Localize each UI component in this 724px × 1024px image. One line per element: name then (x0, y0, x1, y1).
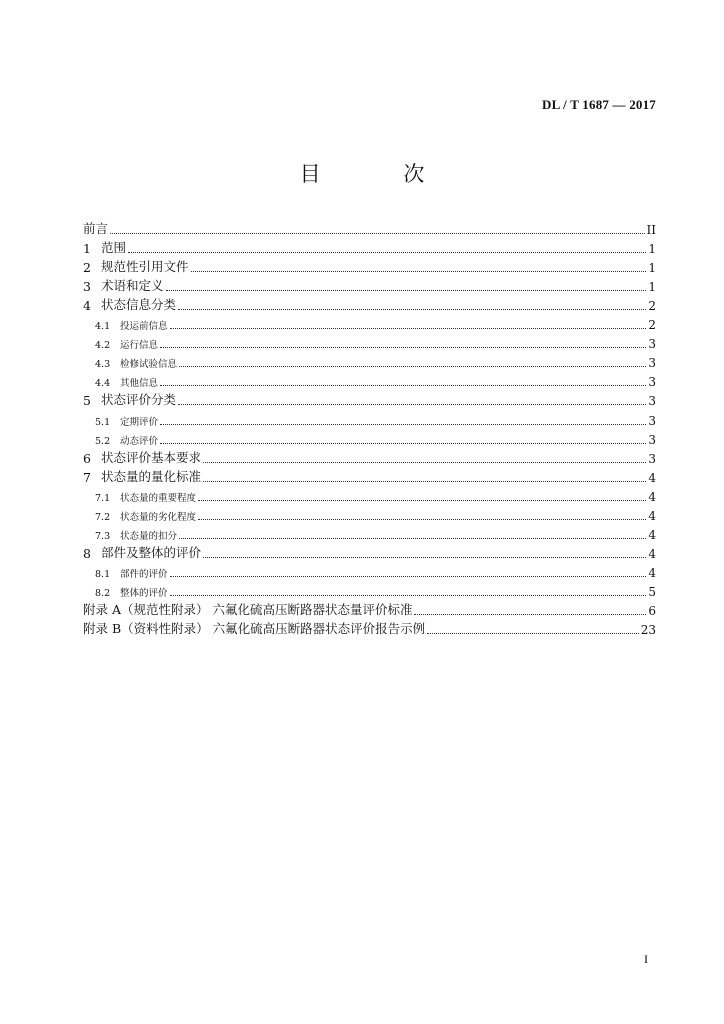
toc-entry-label: 部件的评价 (120, 568, 168, 580)
toc-leader-dots (179, 537, 646, 539)
toc-entry[interactable] (83, 409, 656, 428)
toc-entry-label: 其他信息 (120, 378, 159, 390)
toc-entry-number: 5.1 (95, 416, 111, 428)
toc-entry-page: II (646, 223, 656, 238)
toc-leader-dots (178, 403, 646, 405)
toc-entry-page: 2 (648, 299, 656, 314)
toc-entry-label: 部件及整体的评价 (101, 544, 202, 560)
toc-leader-dots (179, 365, 646, 367)
toc-entry-page: 3 (648, 432, 656, 447)
toc-entry-number: 4.1 (95, 321, 111, 333)
toc-leader-dots (110, 232, 645, 234)
toc-entry-number: 8.2 (95, 587, 111, 599)
toc-entry[interactable] (83, 429, 656, 448)
toc-leader-dots (178, 308, 646, 310)
toc-entry-label: 规范性引用文件 (101, 259, 189, 275)
toc-entry-label: 范围 (101, 240, 127, 256)
toc-entry[interactable] (83, 257, 656, 276)
toc-entry[interactable] (83, 486, 656, 505)
toc-entry-page: 1 (648, 261, 656, 276)
toc-entry-label: 状态量的重要程度 (120, 492, 197, 504)
toc-entry-label: 运行信息 (120, 340, 159, 352)
toc-entry[interactable] (83, 314, 656, 333)
toc-leader-dots (166, 289, 646, 291)
page-title: 目 次 (299, 162, 463, 186)
toc-entry-label: 整体的评价 (120, 587, 168, 599)
toc-entry-number: 7 (83, 469, 91, 485)
toc-leader-dots (191, 270, 646, 272)
toc-entry-label: 状态量的量化标准 (101, 468, 202, 484)
toc-leader-dots (414, 613, 646, 615)
toc-entry[interactable] (83, 295, 656, 314)
toc-leader-dots (160, 442, 646, 444)
toc-entry-label: 状态量的扣分 (120, 530, 178, 542)
toc-entry-label: 前言 (83, 221, 109, 237)
toc-entry-label: 投运前信息 (120, 321, 168, 333)
toc-entry-page: 4 (648, 470, 656, 485)
toc-entry[interactable] (83, 505, 656, 524)
toc-entry-label: 状态信息分类 (101, 297, 177, 313)
toc-entry-label: 定期评价 (120, 416, 159, 428)
toc-leader-dots (170, 327, 646, 329)
toc-leader-dots (427, 632, 639, 634)
toc-leader-dots (160, 384, 646, 386)
toc-entry-number: 6 (83, 450, 91, 466)
toc-leader-dots (160, 423, 646, 425)
toc-entry-number: 5.2 (95, 435, 111, 447)
toc-entry-number: 3 (83, 279, 91, 295)
toc-entry[interactable] (83, 562, 656, 581)
toc-entry-page: 3 (648, 375, 656, 390)
toc-leader-dots (203, 461, 646, 463)
toc-entry-number: 7.2 (95, 511, 111, 523)
toc-entry-page: 4 (648, 508, 656, 523)
toc-entry[interactable] (83, 448, 656, 467)
toc-entry[interactable] (83, 352, 656, 371)
toc-entry-page: 3 (648, 356, 656, 371)
toc-leader-dots (160, 346, 646, 348)
toc-entry[interactable] (83, 390, 656, 409)
toc-entry[interactable] (83, 524, 656, 543)
toc-entry-number: 1 (83, 241, 91, 257)
table-of-contents (83, 219, 656, 638)
toc-entry-page: 23 (640, 623, 656, 638)
toc-entry-number: 4.3 (95, 359, 111, 371)
toc-entry-number: 7.1 (95, 492, 111, 504)
toc-entry-label: 检修试验信息 (120, 359, 178, 371)
toc-entry-label: 动态评价 (120, 435, 159, 447)
toc-leader-dots (198, 499, 646, 501)
toc-entry[interactable] (83, 219, 656, 238)
toc-entry-page: 3 (648, 337, 656, 352)
toc-entry-page: 2 (648, 318, 656, 333)
toc-leader-dots (203, 556, 646, 558)
toc-leader-dots (170, 575, 646, 577)
standard-code: DL / T 1687 — 2017 (541, 97, 656, 112)
toc-entry-page: 4 (648, 565, 656, 580)
toc-entry-number: 5 (83, 393, 91, 409)
toc-entry[interactable] (83, 333, 656, 352)
toc-entry-page: 3 (648, 394, 656, 409)
toc-entry-page: 4 (648, 546, 656, 561)
toc-entry-label: 附录 A（规范性附录） 六氟化硫高压断路器状态量评价标准 (83, 601, 413, 617)
toc-entry[interactable] (83, 467, 656, 486)
toc-entry-number: 7.3 (95, 530, 111, 542)
toc-entry[interactable] (83, 600, 656, 619)
toc-entry-page: 3 (648, 451, 656, 466)
toc-entry[interactable] (83, 238, 656, 257)
toc-entry-label: 状态评价分类 (101, 392, 177, 408)
toc-leader-dots (170, 594, 646, 596)
toc-leader-dots (128, 251, 646, 253)
toc-leader-dots (203, 480, 646, 482)
toc-entry-page: 6 (648, 603, 656, 618)
toc-entry-label: 状态评价基本要求 (101, 449, 202, 465)
toc-entry-page: 1 (648, 242, 656, 257)
toc-entry[interactable] (83, 371, 656, 390)
page-number: I (644, 952, 648, 966)
toc-entry-number: 4 (83, 298, 91, 314)
toc-entry-page: 3 (648, 413, 656, 428)
toc-entry-number: 2 (83, 260, 91, 276)
toc-entry-page: 1 (648, 280, 656, 295)
toc-entry-label: 附录 B（资料性附录） 六氟化硫高压断路器状态评价报告示例 (83, 621, 426, 637)
toc-entry[interactable] (83, 543, 656, 562)
toc-entry-number: 4.2 (95, 340, 111, 352)
toc-leader-dots (198, 518, 646, 520)
toc-entry[interactable] (83, 619, 656, 638)
toc-entry-page: 4 (648, 489, 656, 504)
toc-entry-page: 5 (648, 584, 656, 599)
toc-entry-number: 8.1 (95, 568, 111, 580)
toc-entry-number: 4.4 (95, 378, 111, 390)
toc-entry-number: 8 (83, 545, 91, 561)
toc-entry[interactable] (83, 581, 656, 600)
toc-entry-page: 4 (648, 527, 656, 542)
toc-entry[interactable] (83, 276, 656, 295)
toc-entry-label: 术语和定义 (101, 278, 164, 294)
toc-entry-label: 状态量的劣化程度 (120, 511, 197, 523)
